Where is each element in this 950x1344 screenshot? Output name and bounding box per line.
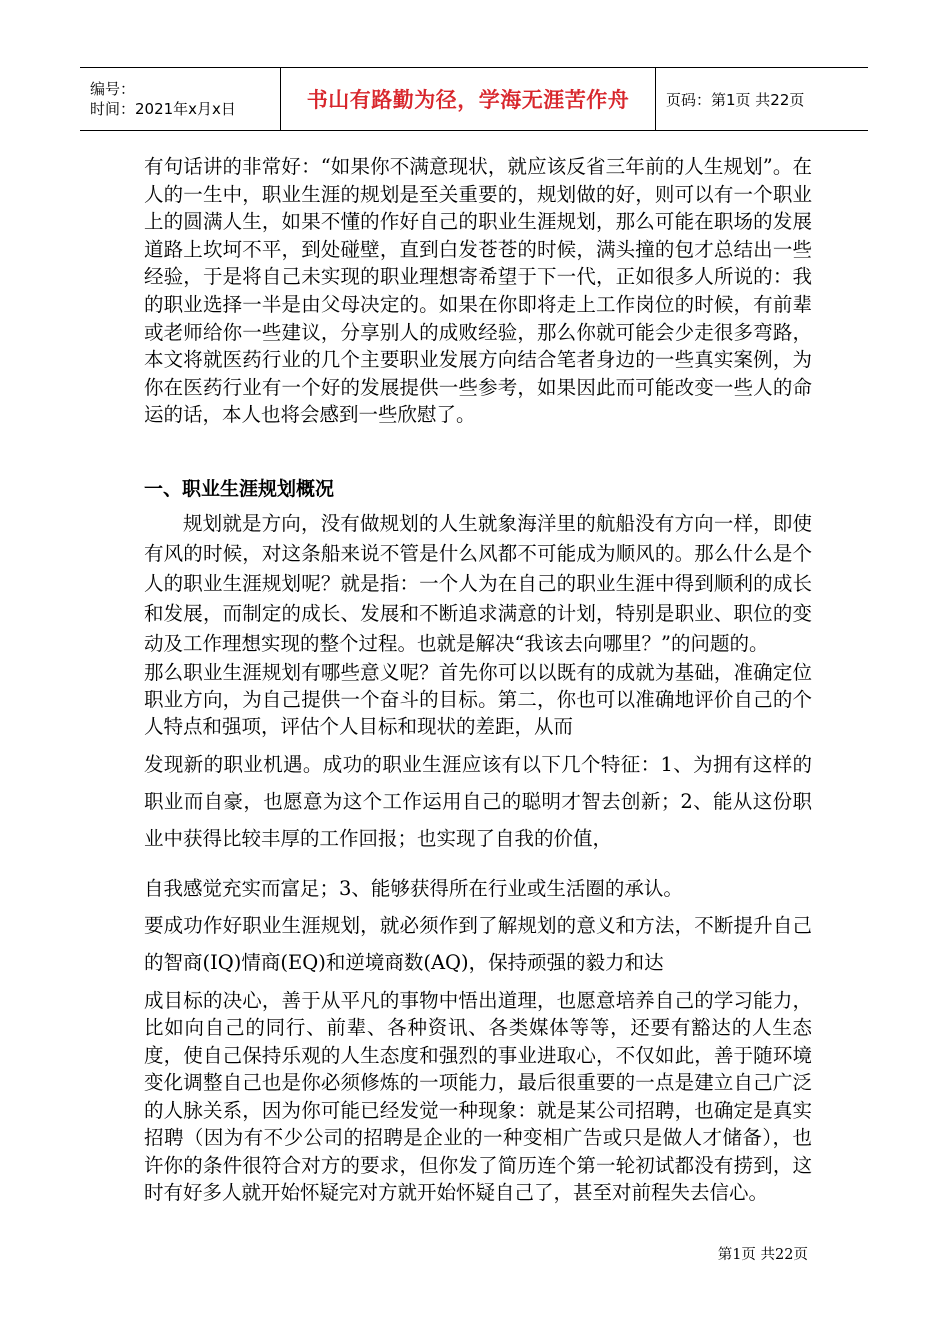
intro-paragraph: 有句话讲的非常好：“如果你不满意现状，就应该反省三年前的人生规划”。在人的一生中，职业生涯的规划是至关重要的，规划做的好，则可以有一个职业上的圆满人生，如果不懂的作好自己的职业生涯规划，那么可能在职场的发展道路上坎坷不平，到处碰壁，直到白发苍苍的时候，满头撞的包才总结出一些经验，于是将自己未实现的职业理想寄希望于下一代，正如很多人所说的：我的职业选择一半是由父母决定的。如果在你即将走上工作岗位的时候，有前辈或老师给你一些建议，分享别人的成败经验，那么你就可能会少走很多弯路，本文将就医药行业的几个主要职业发展方向结合笔者身边的一些真实案例，为你在医药行业有一个好的发展提供一些参考，如果因此而可能改变一些人的命运的话，本人也将会感到一些欣慰了。 <box>144 155 812 427</box>
header-meta <box>80 68 281 130</box>
section-heading: 一、职业生涯规划概况 <box>144 477 335 500</box>
paragraph: 自我感觉充实而富足；3、能够获得所在行业或生活圈的承认。 <box>144 876 683 900</box>
number-label: 编号： <box>90 80 136 98</box>
paragraph: 成目标的决心，善于从平凡的事物中悟出道理，也愿意培养自己的学习能力，比如向自己的同行、前辈、各种资讯、各类媒体等等，还要有豁达的人生态度，使自己保持乐观的人生态度和强烈的事业进取心，不仅如此，善于随环境变化调整自己也是你必须修炼的一项能力，最后很重要的一点是建立自己广泛的人脉关系，因为你可能已经发觉一种现象：就是某公司招聘，也确定是真实招聘（因为有不少公司的招聘是企业的一种变相广告或只是做人才储备），也许你的条件很符合对方的要求，但你发了简历连个第一轮初试都没有捞到，这时有好多人就开始怀疑完对方就开始怀疑自己了，甚至对前程失去信心。 <box>144 988 812 1205</box>
document-body <box>144 153 812 1207</box>
paragraph: 规划就是方向，没有做规划的人生就象海洋里的航船没有方向一样，即使有风的时候，对这条船来说不管是什么风都不可能成为顺风的。那么什么是个人的职业生涯规划呢？就是指：一个人为在自己的职业生涯中得到顺利的成长和发展，而制定的成长、发展和不断追求满意的计划，特别是职业、职位的变动及工作理想实现的整个过程。也就是解决“我该去向哪里？”的问题的。 <box>144 511 812 655</box>
time-text: 时间：2021年x月x日 <box>90 100 236 118</box>
paragraph: 发现新的职业机遇。成功的职业生涯应该有以下几个特征：1、为拥有这样的职业而自豪，也愿意为这个工作运用自己的聪明才智去创新；2、能从这份职业中获得比较丰厚的工作回报；也实现了自我的价值， <box>144 752 812 850</box>
paragraph: 那么职业生涯规划有哪些意义呢？首先你可以以既有的成就为基础，准确定位职业方向，为自己提供一个奋斗的目标。第二，你也可以准确地评价自己的个人特点和强项，评估个人目标和现状的差距，从而 <box>144 660 812 738</box>
page-header <box>80 67 868 131</box>
page-footer: 第1页 共22页 <box>717 1247 808 1263</box>
paragraph: 要成功作好职业生涯规划，就必须作到了解规划的意义和方法，不断提升自己的智商(IQ)情商(EQ)和逆境商数(AQ)，保持顽强的毅力和达 <box>144 913 812 974</box>
header-page-number: 页码：第1页 共22页 <box>666 90 805 109</box>
header-motto: 书山有路勤为径，学海无涯苦作舟 <box>281 68 656 130</box>
